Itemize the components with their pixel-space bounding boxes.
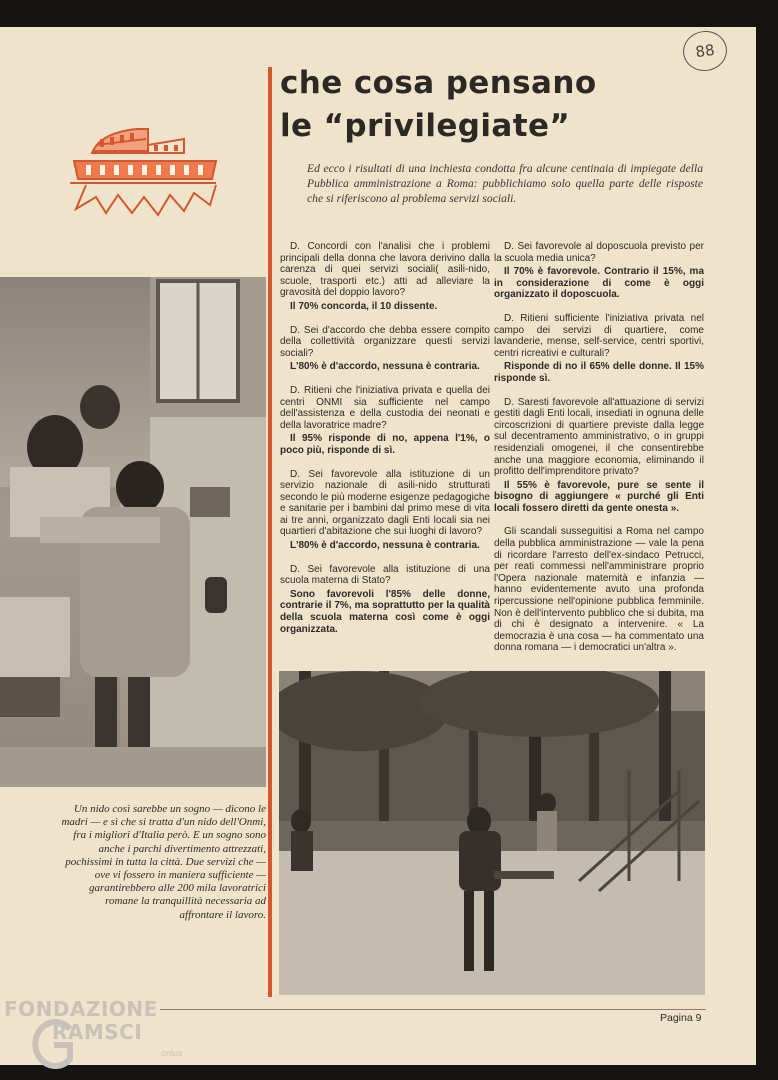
answer: L'80% è d'accordo, nessuna è contraria.: [290, 540, 480, 552]
magazine-page: [0, 27, 756, 1065]
colosseum-illustration: [66, 105, 220, 217]
title-line-2: le “privilegiate”: [280, 108, 571, 144]
question: D. Saresti favorevole all'attuazione di servizi gestiti dagli Enti locali, insediati in ognuna delle circoscrizioni di quartiere previste dalla legge sul decentramento amministrativo, o in gruppi residenziali omogenei, il che consentirebbe anche una maggiore economia, eliminando il profitto dell'imprenditore privato?: [494, 396, 704, 478]
answer: Il 70% è favorevole. Contrario il 15%, ma in considerazione di come è oggi organizzato il doposcuola.: [494, 266, 704, 301]
watermark-line-3: onlus: [161, 1048, 183, 1058]
photo-caption: Un nido così sarebbe un sogno — dicono le madri — e sì che si tratta d'un nido dell'Onmi, fra i migliori d'Italia però. E un sogno sono anche i parchi divertimento attrezzati, pochissimi in tutta la città. Due servizi che — ove vi fossero in maniera sufficiente — garantirebbero alle 200 mila lavoratrici romane la tranquillità necessaria ad affrontare il lavoro.: [61, 803, 266, 921]
answer: L'80% è d'accordo, nessuna è contraria.: [290, 361, 480, 373]
footer-rule: [160, 1009, 706, 1010]
text-column-2: [494, 241, 704, 656]
answer: Il 55% è favorevole, pure se sente il bisogno di aggiungere « purché gli Enti locali fossero diretti da gente onesta ».: [494, 479, 704, 514]
watermark-line-2: RAMSCI: [52, 1020, 143, 1044]
answer: Risponde di no il 65% delle donne. Il 15% risponde sì.: [494, 361, 704, 384]
title-line-1: che cosa pensano: [280, 65, 597, 101]
handwritten-page-number: 88: [680, 28, 729, 74]
question: D. Sei favorevole al doposcuola previsto per la scuola media unica?: [494, 241, 704, 264]
nursery-photo: [0, 277, 266, 787]
article-title: [280, 62, 597, 148]
question: D. Ritieni che l'iniziativa privata e quella dei centri ONMI sia sufficiente nel campo dell'assistenza e della custodia dei neonati e della lavoratrice madre?: [280, 384, 490, 431]
question: D. Sei favorevole alla istituzione di un servizio nazionale di asili-nido strutturati secondo le più moderne esigenze pedagogiche e sanitarie per i bambini dal primo mese di vita ai tre anni, organizzato dagli Enti locali sia nei quartieri d'abitazione che sui luoghi di lavoro?: [280, 468, 490, 538]
question: D. Ritieni sufficiente l'iniziativa privata nel campo dei servizi di quartiere, come lavanderie, mense, self-service, centri sportivi, centri ricreativi e culturali?: [494, 312, 704, 359]
answer: Il 70% concorda, il 10 dissente.: [290, 300, 438, 312]
answer: Sono favorevoli l'85% delle donne, contrarie il 7%, ma soprattutto per la qualità della scuola materna così come è oggi organizzata.: [280, 588, 490, 635]
closing-paragraph: Gli scandali susseguitisi a Roma nel campo della pubblica amministrazione — vale la pena di ricordare l'arresto dell'ex-sindaco Petrucci, per reati commessi nell'amministrare proprio l'Opera nazionale maternità e infanzia — hanno evidentemente avuto una profonda ripercussione nell'opinione pubblica femminile. Non è dell'intervento pubblico che si dubita, ma di chi è designato a intervenire. « La democrazia è una cosa — ha commentato una donna romana — i democratici un'altra ».: [494, 526, 704, 654]
question: D. Sei favorevole alla istituzione di una scuola materna di Stato?: [280, 563, 490, 587]
watermark-logo: [4, 997, 204, 1077]
question: D. Concordi con l'analisi che i problemi principali della donna che lavora derivino dalla carenza di quei servizi sociali( asili-nido, scuole, trasporti etc.) atti ad alleviare la gravosità del doppio lavoro?: [280, 241, 490, 299]
text-column-1: [280, 241, 490, 647]
intro-paragraph: Ed ecco i risultati di una inchiesta condotta fra alcune centinaia di impiegate della Pubblica amministrazione a Roma: pubblichiamo solo quella parte delle risposte che si riferiscono al problema servizi sociali.: [307, 162, 703, 205]
accent-divider: [268, 67, 272, 997]
answer: Il 95% risponde di no, appena l'1%, o poco più, risponde di sì.: [280, 433, 490, 456]
page-label: Pagina 9: [660, 1012, 702, 1024]
question: D. Sei d'accordo che debba essere compito della collettività organizzare questi servizi sociali?: [280, 324, 490, 359]
watermark-line-1: FONDAZIONE: [4, 997, 158, 1021]
park-photo: [279, 671, 705, 995]
